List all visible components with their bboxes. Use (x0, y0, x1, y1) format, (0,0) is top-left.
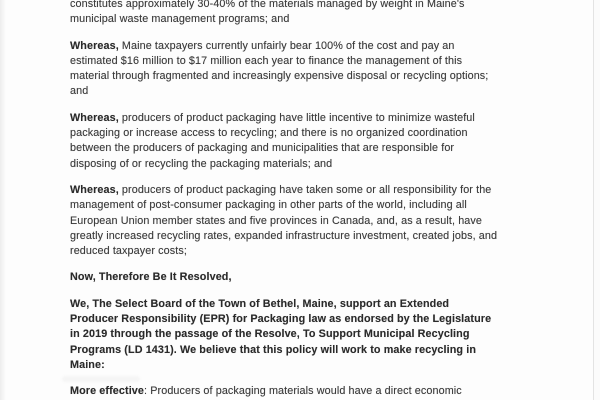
bold-lead: More effective (70, 385, 145, 398)
text-line: Producer Responsibility (EPR) for Packaging law as endorsed by the Legislature (70, 313, 492, 326)
bold-lead: Whereas, (70, 39, 119, 52)
text-line: and (70, 85, 89, 98)
paragraph (70, 0, 582, 28)
text-line: constitutes approximately 30-40% of the materials managed by weight in Maine's (70, 0, 465, 10)
text-line: between the producers of packaging and municipalities that are responsible for (70, 142, 455, 155)
text-line: greatly increased recycling rates, expanded infrastructure investment, created jobs, and (70, 229, 498, 242)
bold-lead: Whereas, (70, 183, 119, 196)
text-line: reduced taxpayer costs; (70, 245, 187, 258)
paragraph (70, 384, 582, 399)
text-line: More effective: Producers of packaging materials would have a direct economic (70, 385, 462, 398)
text-line: in 2019 through the passage of the Resolve, To Support Municipal Recycling (70, 328, 470, 341)
text-line: estimated $16 million to $17 million each year to finance the management of this (70, 54, 463, 67)
text-line: Now, Therefore Be It Resolved, (70, 271, 232, 284)
text-line: We, The Select Board of the Town of Bethel, Maine, support an Extended (70, 297, 450, 310)
paragraph (70, 111, 582, 172)
text-line: management of post-consumer packaging in other parts of the world, including all (70, 199, 467, 212)
page-right-margin (594, 0, 600, 400)
text-line: Whereas, producers of product packaging have taken some or all responsibility for the (70, 183, 492, 196)
text-line: disposing of or recycling the packaging materials; and (70, 157, 333, 170)
paragraph (70, 270, 582, 285)
text-line: material through fragmented and increasingly expensive disposal or recycling options; (70, 70, 489, 83)
document-text (70, 0, 582, 400)
text-line: Maine: (70, 358, 105, 371)
text-line: European Union member states and five provinces in Canada, and, as a result, have (70, 214, 483, 227)
page-right-edge-line (593, 0, 594, 400)
paragraph (70, 297, 582, 373)
text-line: packaging or increase access to recycling; and there is no organized coordination (70, 127, 468, 140)
scan-smudge (62, 376, 140, 382)
text-line: Whereas, Maine taxpayers currently unfairly bear 100% of the cost and pay an (70, 39, 455, 52)
bold-lead: Whereas, (70, 111, 119, 124)
paragraph (70, 39, 582, 100)
text-line: Programs (LD 1431). We believe that this policy will work to make recycling in (70, 343, 477, 356)
paragraph (70, 183, 582, 259)
text-line: Whereas, producers of product packaging have little incentive to minimize wasteful (70, 111, 475, 124)
page-left-edge-shading (0, 0, 6, 400)
text-line: municipal waste management programs; and (70, 13, 290, 26)
